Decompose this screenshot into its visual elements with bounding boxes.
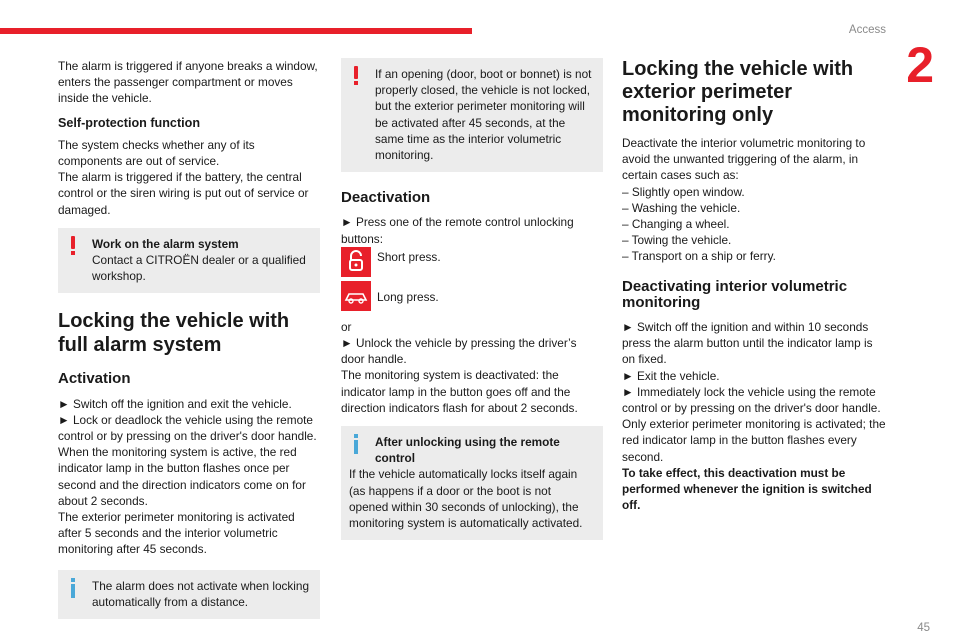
activation-step-1: ► Switch off the ignition and exit the vehicle. xyxy=(58,396,292,411)
column-1 xyxy=(58,58,320,619)
case-item: – Washing the vehicle. xyxy=(622,200,741,215)
warning-text: Contact a CITROËN dealer or a qualified workshop. xyxy=(92,253,306,284)
interior-step-2: ► Exit the vehicle. xyxy=(622,368,720,383)
long-press-label: Long press. xyxy=(377,289,439,304)
info-box xyxy=(58,570,320,619)
page-number: 45 xyxy=(917,622,930,634)
deactivation-p1: The monitoring system is deactivated: the indicator lamp in the button goes off and the direction indicators flash for about 2 seconds. xyxy=(341,368,578,415)
chapter-number: 2 xyxy=(906,37,934,93)
unlock-padlock-icon xyxy=(341,247,371,277)
car-unlock-icon xyxy=(341,281,371,311)
column-3 xyxy=(622,58,888,513)
deactivation-step-1: ► Press one of the remote control unlocking buttons: xyxy=(341,215,574,246)
self-protection-p1: The system checks whether any of its components are out of service. xyxy=(58,137,255,169)
deactivation-heading: Deactivation xyxy=(341,189,431,207)
activation-p1: When the monitoring system is active, the red indicator lamp in the button flashes once per second and the direction indicators come on for about 2 seconds. xyxy=(58,445,306,508)
warning-text-2: If an opening (door, boot or bonnet) is not properly closed, the vehicle is not locked, but the exterior perimeter monitoring will be activated after 45 seconds, at the same time as the interior volumetric monitoring. xyxy=(375,67,592,163)
warning-title: Work on the alarm system xyxy=(92,236,239,251)
interior-p1: Only exterior perimeter monitoring is activated; the red indicator lamp in the button flashes every second. xyxy=(622,417,886,464)
activation-heading: Activation xyxy=(58,370,131,388)
case-item: – Towing the vehicle. xyxy=(622,233,732,248)
warning-icon xyxy=(68,236,78,256)
top-accent-bar xyxy=(0,28,472,34)
info-icon xyxy=(68,578,78,600)
case-item: – Slightly open window. xyxy=(622,184,745,199)
info-title: After unlocking using the remote control xyxy=(375,435,560,466)
long-press-row xyxy=(341,281,603,315)
self-protection-heading: Self-protection function xyxy=(58,115,201,130)
info-box-2 xyxy=(341,426,603,540)
exterior-only-heading: Locking the vehicle with exterior perimeter monitoring only xyxy=(622,58,854,126)
full-alarm-heading: Locking the vehicle with full alarm system xyxy=(58,310,290,357)
activation-step-2: ► Lock or deadlock the vehicle using the remote control or by pressing on the driver's door handle. xyxy=(58,412,317,444)
warning-box xyxy=(58,228,320,294)
interior-step-3: ► Immediately lock the vehicle using the remote control or by pressing on the driver's door handle. xyxy=(622,384,881,416)
info-icon xyxy=(351,434,361,456)
case-item: – Transport on a ship or ferry. xyxy=(622,249,776,264)
short-press-label: Short press. xyxy=(377,249,441,264)
activation-p2: The exterior perimeter monitoring is activated after 5 seconds and the interior volumetric monitoring after 45 seconds. xyxy=(58,510,295,557)
or-label: or xyxy=(341,319,352,334)
alarm-intro: The alarm is triggered if anyone breaks a window, enters the passenger compartment or moves inside the vehicle. xyxy=(58,59,318,106)
interior-step-1: ► Switch off the ignition and within 10 seconds press the alarm button until the indicator lamp is on fixed. xyxy=(622,320,873,367)
self-protection-p2: The alarm is triggered if the battery, the central control or the siren wiring is put out of service or damaged. xyxy=(58,170,309,217)
interior-p2-bold: To take effect, this deactivation must be performed whenever the ignition is switched off. xyxy=(622,465,872,513)
section-title: Access xyxy=(848,24,886,36)
exterior-intro: Deactivate the interior volumetric monitoring to avoid the unwanted triggering of the alarm, in certain cases such as: xyxy=(622,136,866,183)
warning-icon xyxy=(351,66,361,86)
short-press-row xyxy=(341,247,603,281)
case-item: – Changing a wheel. xyxy=(622,217,730,232)
column-2 xyxy=(341,58,603,540)
info-text-2: If the vehicle automatically locks itself again (as happens if a door or the boot is not opened within 30 seconds of unlocking), the monitoring system is automatically activated. xyxy=(349,467,583,531)
warning-box-2 xyxy=(341,58,603,172)
deactivating-interior-heading: Deactivating interior volumetric monitoring xyxy=(622,277,848,311)
deactivation-step-2: ► Unlock the vehicle by pressing the driver’s door handle. xyxy=(341,336,577,367)
info-text: The alarm does not activate when locking automatically from a distance. xyxy=(92,578,310,609)
